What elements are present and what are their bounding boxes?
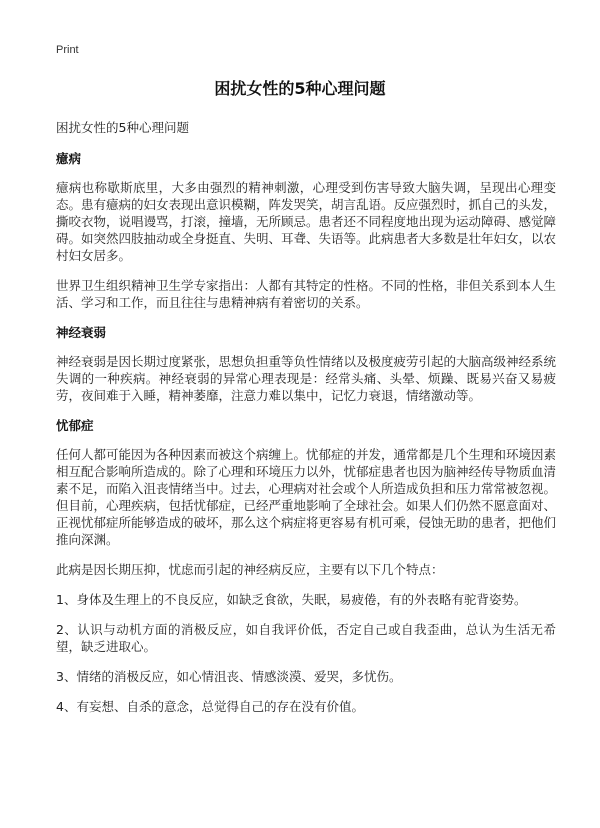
paragraph: 神经衰弱是因长期过度紧张，思想负担重等负性情绪以及极度疲劳引起的大脑高级神经系统失调的一种疾病。神经衰弱的异常心理表现是：经常头痛、头晕、烦躁、既易兴奋又易疲劳，夜间难于入睡，精神萎靡，注意力难以集中，记忆力衰退，情绪激动等。 (56, 354, 557, 403)
section-heading: 忧郁症 (56, 418, 94, 433)
print-link[interactable]: Print (56, 44, 79, 56)
list-item: 1、身体及生理上的不良反应，如缺乏食欲，失眠，易疲倦，有的外表略有驼背姿势。 (56, 592, 527, 607)
section-heading: 神经衰弱 (56, 325, 107, 340)
paragraph: 癔病也称歇斯底里，大多由强烈的精神刺激，心理受到伤害导致大脑失调，呈现出心理变态。患有癔病的妇女表现出意识模糊，阵发哭笑，胡言乱语。反应强烈时，抓自己的头发，撕咬衣物，说唱谩骂，打滚，撞墙，无所顾忌。患者还不同程度地出现为运动障碍、感觉障碍。如突然四肢抽动或全身挺直、失明、耳聋、失语等。此病患者大多数是壮年妇女，以农村妇女居多。 (56, 180, 557, 263)
list-item: 2、认识与动机方面的消极反应，如自我评价低，否定自己或自我歪曲，总认为生活无希望，缺乏进取心。 (56, 622, 556, 654)
list-item: 4、有妄想、自杀的意念，总觉得自己的存在没有价值。 (56, 699, 364, 714)
list-item: 3、情绪的消极反应，如心情沮丧、情感淡漠、爱哭，多忧伤。 (56, 669, 402, 684)
section-heading: 癔病 (56, 151, 82, 166)
section-depression (56, 417, 556, 715)
section-hysteria (56, 150, 556, 311)
paragraph: 此病是因长期压抑，忧虑而引起的神经病反应，主要有以下几个特点： (56, 562, 444, 577)
subtitle: 困扰女性的5种心理问题 (56, 120, 189, 135)
paragraph: 世界卫生组织精神卫生学专家指出：人都有其特定的性格。不同的性格，非但关系到本人生活、学习和工作，而且往往与患精神病有着密切的关系。 (56, 278, 557, 310)
section-neurasthenia (56, 324, 556, 404)
document-title: 困扰女性的5种心理问题 (214, 79, 386, 98)
document-body (56, 119, 556, 728)
paragraph: 任何人都可能因为各种因素而被这个病缠上。忧郁症的并发，通常都是几个生理和环境因素相互配合影响所造成的。除了心理和环境压力以外，忧郁症患者也因为脑神经传导物质血清素不足，而陷入沮丧情绪当中。过去，心理病对社会或个人所造成负担和压力常常被忽视。但目前，心理疾病，包括忧郁症，已经严重地影响了全球社会。如果人们仍然不愿意面对、正视忧郁症所能够造成的破坏，那么这个病症将更容易有机可乘，侵蚀无助的患者，把他们推向深渊。 (56, 447, 557, 547)
